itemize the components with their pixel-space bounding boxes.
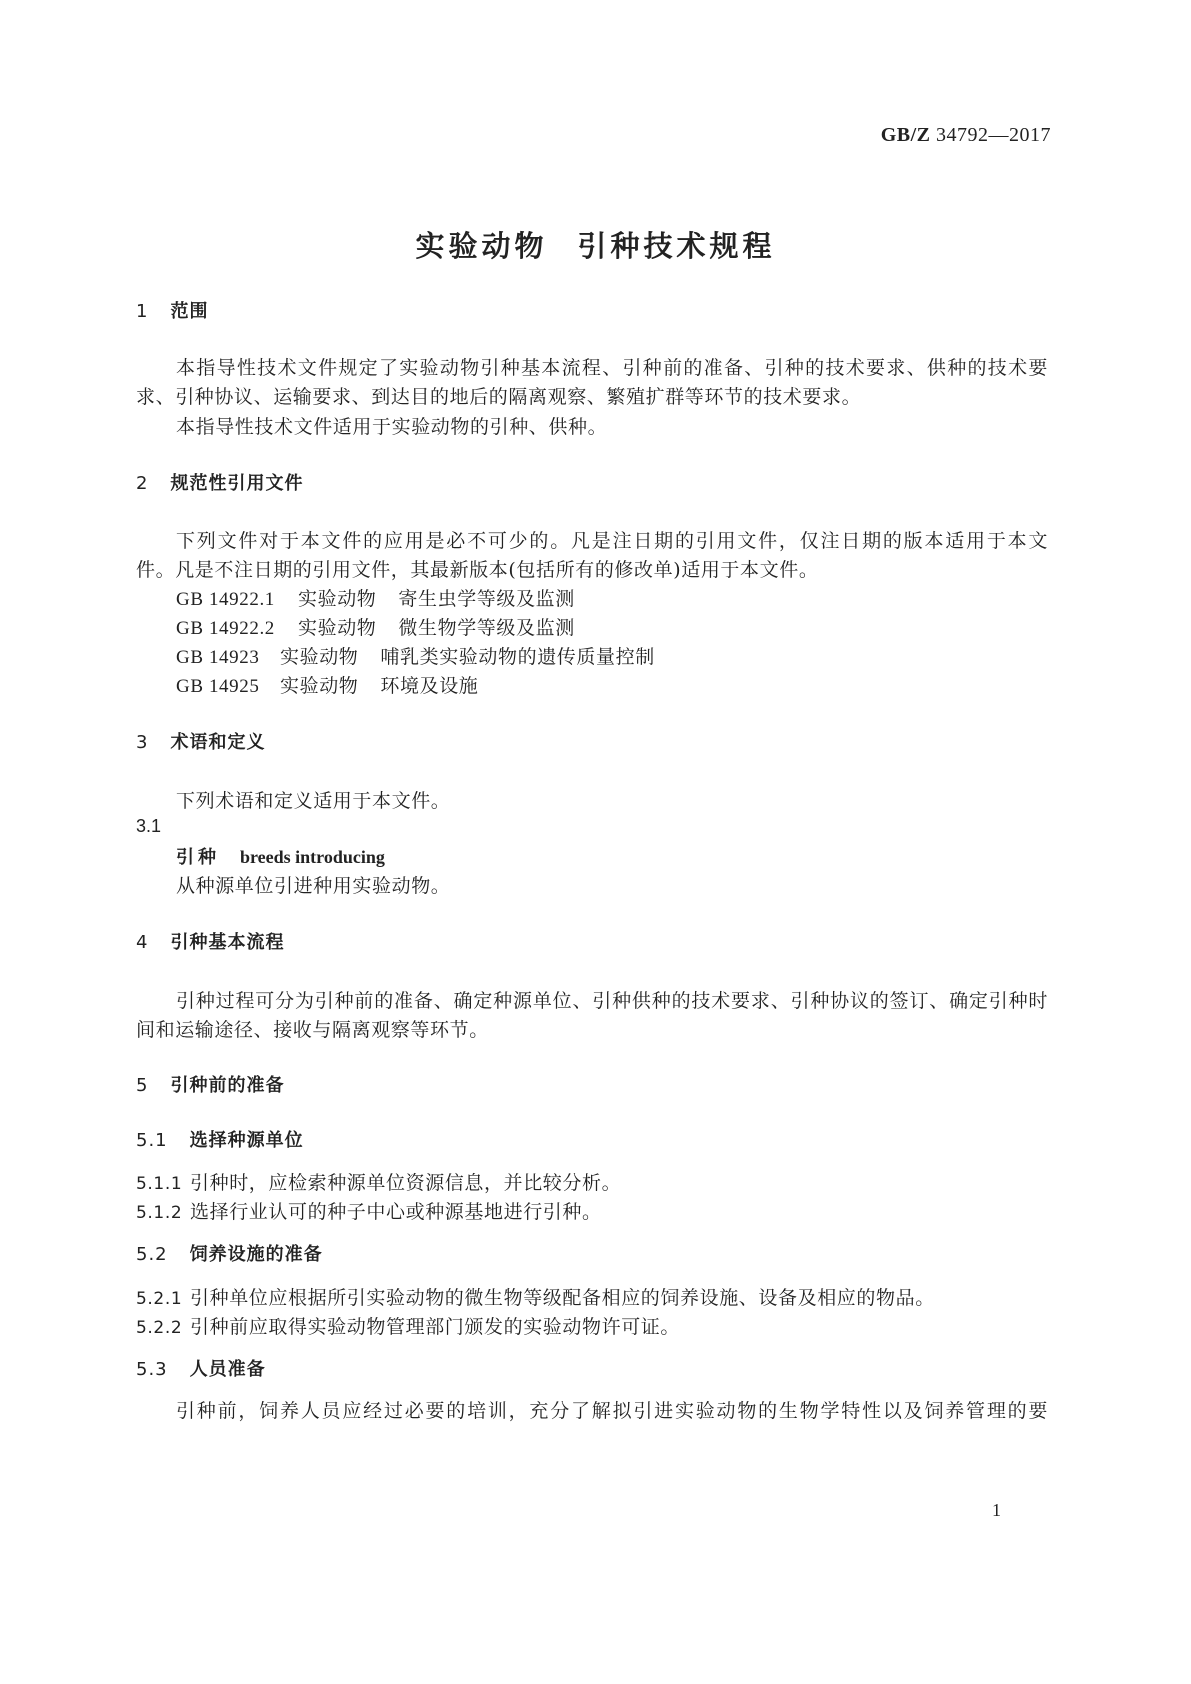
s4-para1-line1: 引种过程可分为引种前的准备、确定种源单位、引种供种的技术要求、引种协议的签订、确定引种时 xyxy=(176,990,1048,1012)
reference-title: 微生物学等级及监测 xyxy=(398,617,575,639)
standard-code: 34792—2017 xyxy=(936,124,1051,146)
section-number: 4 xyxy=(136,932,149,953)
reference-title: 寄生虫学等级及监测 xyxy=(398,588,575,610)
standard-number xyxy=(881,124,1051,147)
s3-para1: 下列术语和定义适用于本文件。 xyxy=(176,790,451,812)
clause-5-1-2 xyxy=(136,1197,602,1224)
clause-text: 引种前应取得实验动物管理部门颁发的实验动物许可证。 xyxy=(190,1316,681,1338)
term-entry xyxy=(176,843,385,869)
section-5-heading xyxy=(136,1071,284,1097)
section-number: 5.3 xyxy=(136,1359,168,1380)
clause-5-2-2 xyxy=(136,1312,680,1339)
section-number: 3 xyxy=(136,732,149,753)
term-number: 3.1 xyxy=(136,816,162,836)
s2-para1-line1: 下列文件对于本文件的应用是必不可少的。凡是注日期的引用文件，仅注日期的版本适用于本文 xyxy=(176,530,1048,552)
document-title xyxy=(0,224,1191,265)
reference-item xyxy=(176,671,478,698)
clause-text: 引种时，应检索种源单位资源信息，并比较分析。 xyxy=(190,1172,622,1194)
section-title: 人员准备 xyxy=(189,1359,266,1380)
section-number: 5 xyxy=(136,1075,149,1096)
clause-5-2-1 xyxy=(136,1283,935,1310)
reference-item xyxy=(176,584,575,611)
reference-title: 哺乳类实验动物的遗传质量控制 xyxy=(380,646,655,668)
clause-number: 5.2.2 xyxy=(136,1318,183,1338)
s1-para1-line1: 本指导性技术文件规定了实验动物引种基本流程、引种前的准备、引种的技术要求、供种的技术要 xyxy=(176,357,1048,379)
s1-para2: 本指导性技术文件适用于实验动物的引种、供种。 xyxy=(176,416,608,438)
s5-3-para1-line1: 引种前，饲养人员应经过必要的培训，充分了解拟引进实验动物的生物学特性以及饲养管理的要 xyxy=(176,1400,1048,1422)
section-4-heading xyxy=(136,928,284,954)
title-part1: 实验动物 xyxy=(415,229,548,263)
reference-code: GB 14923 xyxy=(176,647,260,668)
section-5-3-heading xyxy=(136,1355,266,1381)
section-number: 1 xyxy=(136,301,149,322)
clause-5-1-1 xyxy=(136,1168,621,1195)
reference-subject: 实验动物 xyxy=(298,588,377,610)
reference-code: GB 14925 xyxy=(176,676,260,697)
clause-number: 5.2.1 xyxy=(136,1289,183,1309)
page-number: 1 xyxy=(992,1500,1001,1520)
standard-prefix: GB/Z xyxy=(880,124,931,146)
section-5-2-heading xyxy=(136,1240,323,1266)
reference-code: GB 14922.1 xyxy=(176,589,275,610)
section-title: 饲养设施的准备 xyxy=(189,1244,323,1265)
section-3-heading xyxy=(136,728,265,754)
clause-text: 选择行业认可的种子中心或种源基地进行引种。 xyxy=(190,1201,602,1223)
s4-para1-line2: 间和运输途径、接收与隔离观察等环节。 xyxy=(136,1019,489,1041)
reference-code: GB 14922.2 xyxy=(176,618,275,639)
term-english: breeds introducing xyxy=(240,847,385,867)
clause-text: 引种单位应根据所引实验动物的微生物等级配备相应的饲养设施、设备及相应的物品。 xyxy=(190,1287,935,1309)
reference-item xyxy=(176,642,655,669)
reference-subject: 实验动物 xyxy=(280,675,359,697)
reference-subject: 实验动物 xyxy=(280,646,359,668)
s2-para1-line2: 件。凡是不注日期的引用文件，其最新版本(包括所有的修改单)适用于本文件。 xyxy=(136,559,819,581)
s1-para1-line2: 求、引种协议、运输要求、到达目的地后的隔离观察、繁殖扩群等环节的技术要求。 xyxy=(136,386,862,408)
reference-title: 环境及设施 xyxy=(380,675,479,697)
clause-number: 5.1.2 xyxy=(136,1203,183,1223)
clause-number: 5.1.1 xyxy=(136,1174,183,1194)
section-title: 选择种源单位 xyxy=(189,1130,304,1151)
section-2-heading xyxy=(136,469,303,495)
reference-item xyxy=(176,613,575,640)
section-title: 术语和定义 xyxy=(170,732,266,753)
title-part2: 引种技术规程 xyxy=(577,229,776,263)
term-definition: 从种源单位引进种用实验动物。 xyxy=(176,875,451,897)
section-title: 引种前的准备 xyxy=(170,1075,285,1096)
term-chinese: 引种 xyxy=(176,847,220,868)
section-1-heading xyxy=(136,297,208,323)
section-title: 规范性引用文件 xyxy=(170,473,304,494)
section-title: 引种基本流程 xyxy=(170,932,285,953)
section-number: 2 xyxy=(136,473,149,494)
section-5-1-heading xyxy=(136,1126,304,1152)
section-title: 范围 xyxy=(170,301,209,322)
section-number: 5.2 xyxy=(136,1244,168,1265)
section-number: 5.1 xyxy=(136,1130,168,1151)
reference-subject: 实验动物 xyxy=(298,617,377,639)
